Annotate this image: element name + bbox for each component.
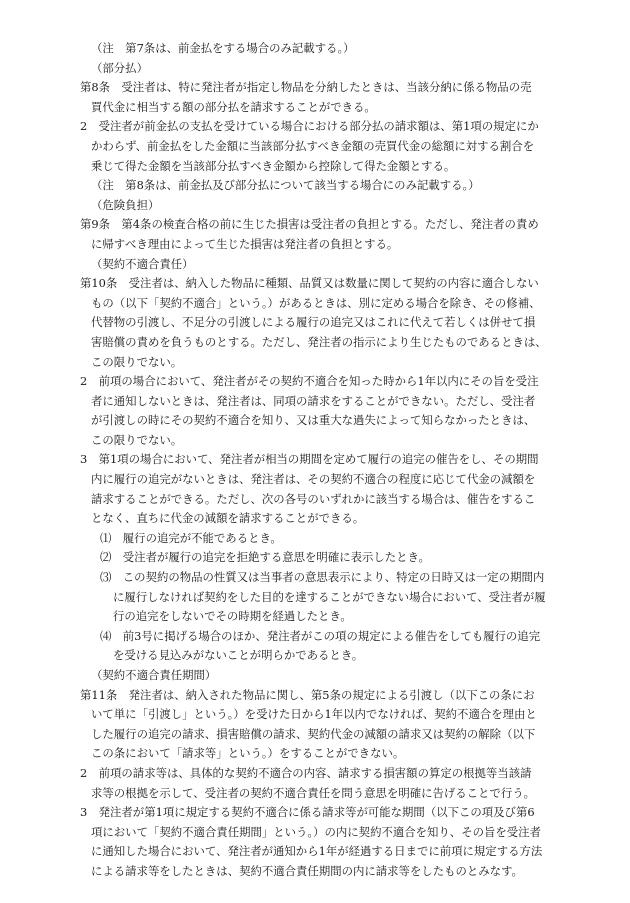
- article-11-line-2: いて単に「引渡し」という。）を受けた日から1年以内でなければ、契約不適合を理由と: [91, 707, 537, 722]
- heading-liability-period: （契約不適合責任期間）: [91, 668, 217, 682]
- article-11-para-2-line-2: 求等の根拠を示して、受注者の契約不適合責任を問う意思を明確に告げることで行う。: [91, 785, 536, 800]
- heading-nonconformity-liability: （契約不適合責任）: [91, 256, 194, 271]
- article-10-para-3-line-3: 請求することができる。ただし、次の各号のいずれかに該当する場合は、催告をするこ: [91, 491, 536, 506]
- article-10-line-3: 代替物の引渡し、不足分の引渡しによる履行の追完又はこれに代えて若しくは併せて損: [91, 315, 536, 330]
- article-8-para-2-line-1: 2 受注者が前金払の支払を受けている場合における部分払の請求額は、第1項の規定にか: [80, 119, 539, 134]
- article-10-para-2-line-3: が引渡しの時にその契約不適合を知り、又は重大な過失によって知らなかったときは、: [91, 413, 536, 428]
- article-11-para-3-line-4: による請求等をしたときは、契約不適合責任期間の内に請求等をしたものとみなす。: [91, 863, 523, 878]
- article-10-para-2-line-1: 2 前項の場合において、発注者がその契約不適合を知った時から1年以内にその旨を受注: [80, 374, 539, 389]
- article-9-line-2: に帰すべき理由によって生じた損害は発注者の負担とする。: [91, 236, 399, 251]
- article-10-line-1: 第10条 受注者は、納入した物品に種類、品質又は数量に関して契約の内容に適合しない: [80, 276, 539, 291]
- item-3-line-1: ⑶ この契約の物品の性質又は当事者の意思表示により、特定の日時又は一定の期間内: [100, 570, 545, 585]
- article-10-para-3-line-2: 内に履行の追完がないときは、発注者は、その契約不適合の程度に応じて代金の減額を: [91, 472, 536, 487]
- item-3-line-3: 行の追完をしないでその時期を経過したとき。: [113, 609, 352, 624]
- article-9-line-1: 第9条 第4条の検査合格の前に生じた損害は受注者の負担とする。ただし、発注者の責め: [80, 217, 539, 232]
- note-article-7: （注 第7条は、前金払をする場合のみ記載する。）: [91, 41, 355, 55]
- article-10-para-2-line-4: この限りでない。: [91, 432, 183, 447]
- item-4-line-1: ⑷ 前3号に掲げる場合のほか、発注者がこの項の規定による催告をしても履行の追完: [100, 628, 541, 643]
- article-11-para-3-line-1: 3 発注者が第1項に規定する契約不適合に係る請求等が可能な期間（以下この項及び第6: [80, 805, 535, 820]
- heading-partial-payment: （部分払）: [91, 60, 148, 75]
- article-10-para-3-line-1: 3 第1項の場合において、発注者が相当の期間を定めて履行の追完の催告をし、その期間: [80, 452, 539, 467]
- article-11-line-4: この条において「請求等」という。）をすることができない。: [91, 746, 405, 761]
- note-article-8: （注 第8条は、前金払及び部分払について該当する場合にのみ記載する。）: [91, 178, 480, 193]
- article-11-para-3-line-3: に通知した場合において、発注者が通知から1年が経過する日までに前項に規定する方法: [91, 844, 543, 859]
- article-10-line-2: もの（以下「契約不適合」という。）があるときは、別に定める場合を除き、その修補、: [91, 295, 541, 310]
- article-11-para-2-line-1: 2 前項の請求等は、具体的な契約不適合の内容、請求する損害額の算定の根拠等当該請: [80, 765, 532, 780]
- article-11-line-1: 第11条 発注者は、納入された物品に関し、第5条の規定による引渡し（以下この条にお: [80, 687, 535, 702]
- item-2: ⑵ 受注者が履行の追完を拒絶する意思を明確に表示したとき。: [100, 550, 430, 565]
- item-3-line-2: に履行しなければ契約をした目的を達することができない場合において、受注者が履: [113, 589, 546, 604]
- article-8-para-2-line-3: 乗じて得た金額を当該部分払すべき金額から控除して得た金額とする。: [91, 158, 456, 173]
- article-8-line-2: 買代金に相当する額の部分払を請求することができる。: [91, 99, 376, 114]
- article-11-line-3: した履行の追完の請求、損害賠償の請求、契約代金の減額の請求又は契約の解除（以下: [91, 726, 536, 741]
- article-10-para-2-line-2: 者に通知しないときは、発注者は、同項の請求をすることができない。ただし、受注者: [91, 393, 536, 408]
- item-1: ⑴ 履行の追完が不能であるとき。: [100, 530, 282, 545]
- article-10-para-3-line-4: となく、直ちに代金の減額を請求することができる。: [91, 511, 365, 526]
- article-8-para-2-line-2: かわらず、前金払をした金額に当該部分払すべき金額の売買代金の総額に対する割合を: [91, 138, 535, 153]
- heading-risk-burden: （危険負担）: [91, 197, 160, 212]
- item-4-line-2: を受ける見込みがないことが明らかであるとき。: [113, 648, 364, 663]
- article-11-para-3-line-2: 項において「契約不適合責任期間」という。）の内に契約不適合を知り、その旨を受注者: [91, 824, 541, 839]
- document-page: [80, 39, 570, 882]
- article-10-line-4: 害賠償の責めを負うものとする。ただし、発注者の指示により生じたものであるときは、: [91, 334, 547, 349]
- article-8-line-1: 第8条 受注者は、特に発注者が指定し物品を分納したときは、当該分納に係る物品の売: [80, 80, 532, 95]
- article-10-line-5: この限りでない。: [91, 354, 183, 369]
